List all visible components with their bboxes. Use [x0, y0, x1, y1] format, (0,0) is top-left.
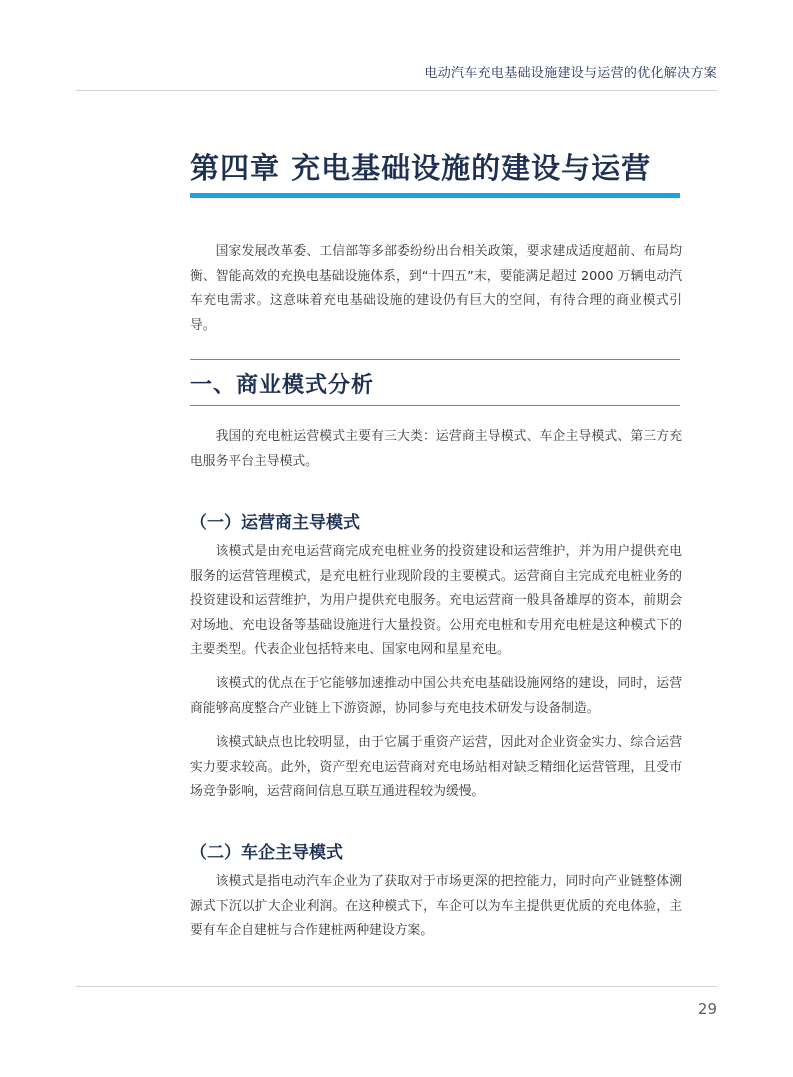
subsection-title-automaker-led: （二）车企主导模式	[190, 843, 343, 863]
page-number: 29	[697, 1000, 717, 1018]
footer-divider	[76, 986, 717, 987]
running-header-title: 电动汽车充电基础设施建设与运营的优化解决方案	[424, 66, 717, 81]
body-paragraph: 该模式的优点在于它能够加速推动中国公共充电基础设施网络的建设，同时，运营商能够高度整合产业链上下游资源，协同参与充电技术研发与设备制造。	[190, 676, 682, 716]
section-title-top-rule	[190, 359, 680, 360]
section-title-bottom-rule	[190, 405, 680, 406]
chapter-title: 第四章 充电基础设施的建设与运营	[190, 151, 652, 185]
section-intro-paragraph: 我国的充电桩运营模式主要有三大类：运营商主导模式、车企主导模式、第三方充电服务平台主导模式。	[190, 429, 682, 469]
body-paragraph: 该模式缺点也比较明显，由于它属于重资产运营，因此对企业资金实力、综合运营实力要求较高。此外，资产型充电运营商对充电场站相对缺乏精细化运营管理，且受市场竞争影响，运营商间信息互联互通进程较为缓慢。	[190, 735, 682, 799]
chapter-intro-paragraph: 国家发展改革委、工信部等多部委纷纷出台相关政策，要求建成适度超前、布局均衡、智能高效的充换电基础设施体系，到“十四五”末，要能满足超过 2000 万辆电动汽车充电需求。这意味着充电基础设施的建设仍有巨大的空间，有待合理的商业模式引导。	[190, 244, 682, 333]
chapter-title-underline	[190, 193, 680, 198]
header-divider	[76, 90, 717, 91]
subsection-title-operator-led: （一）运营商主导模式	[190, 513, 360, 533]
body-paragraph: 该模式是由充电运营商完成充电桩业务的投资建设和运营维护，并为用户提供充电服务的运营管理模式，是充电桩行业现阶段的主要模式。运营商自主完成充电桩业务的投资建设和运营维护，为用户提供充电服务。充电运营商一般具备雄厚的资本，前期会对场地、充电设备等基础设施进行大量投资。公用充电桩和专用充电桩是这种模式下的主要类型。代表企业包括特来电、国家电网和星星充电。	[190, 544, 682, 657]
body-paragraph: 该模式是指电动汽车企业为了获取对于市场更深的把控能力，同时向产业链整体溯源式下沉以扩大企业利润。在这种模式下，车企可以为车主提供更优质的充电体验，主要有车企自建桩与合作建桩两种建设方案。	[190, 874, 682, 938]
section-title: 一、商业模式分析	[190, 373, 375, 398]
